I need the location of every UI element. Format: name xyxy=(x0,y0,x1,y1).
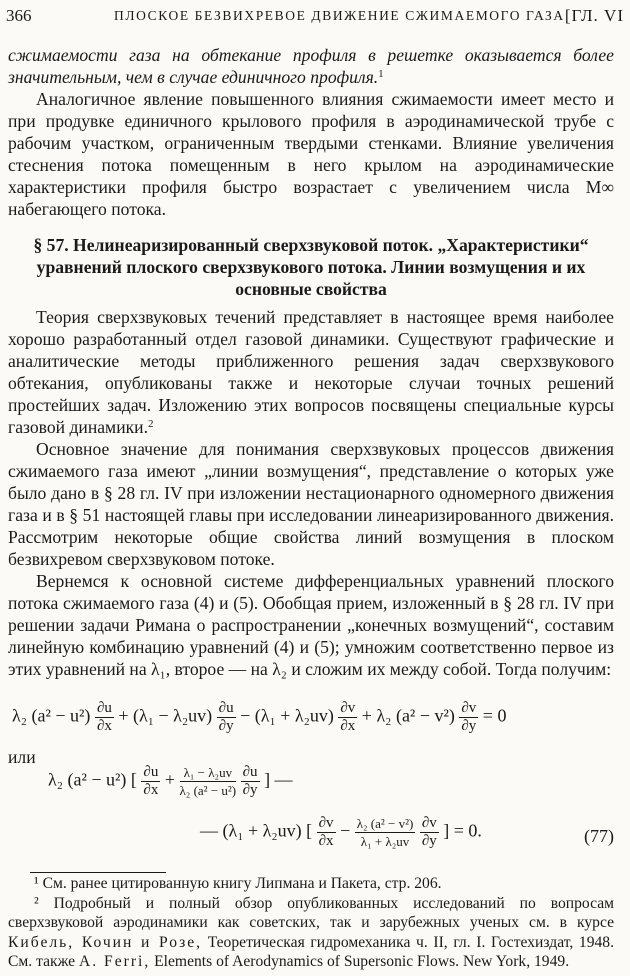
fraction: $\frac{\partial u}{\partial y}$ xyxy=(218,700,234,734)
footnote-2: ² Подробный и полный обзор опубликованных исследований по вопросам сверхзвуковой аэродинамики как советских, так и зарубежных ученых см. в курсе Кибель, Кочин и Розе, Теоретическая гидромеханика ч. II, гл. I. Гостехиздат, 1948. См. также A. Ferri, Elements of Aerodynamics of Supersonic Flows. New York, 1949. xyxy=(8,894,614,971)
or-text: или xyxy=(8,747,36,767)
fraction: $\frac{\partial u}{\partial x}$ xyxy=(143,764,159,798)
equation-77-line-2: — (λ₁ + λ₂uv) [ $\frac{\partial v}{\partial x}$ − $\frac{\text{λ₂ (a² − v²)}}{\text{λ₁ + λ₂uv}}$ $\frac{\partial v}{\partial y}$ ] = 0. xyxy=(200,815,482,849)
chapter-label: [ГЛ. VI xyxy=(564,6,624,25)
footnote-1: ¹ См. ранее цитированную книгу Липмана и Пакета, стр. 206. xyxy=(34,875,442,892)
intro-continuation: сжимаемости газа на обтекание профиля в решетке оказывается более значительным, чем в случае единичного профиля.$^1$ xyxy=(8,45,614,87)
running-title: ПЛОСКОЕ БЕЗВИХРЕВОЕ ДВИЖЕНИЕ СЖИМАЕМОГО ГАЗА xyxy=(114,8,565,23)
fraction: $\frac{\partial v}{\partial x}$ xyxy=(318,815,334,849)
body-paragraph-3: Вернемся к основной системе дифференциальных уравнений плоского потока сжимаемого газа (4) и (5). Обобщая прием, изложенный в § 28 гл. IV при решении задачи Римана о распространении „конечных возмущений“, составим линейную комбинацию уравнений (4) и (5); умножим соответственно первое из этих уравнений на λ₁, второе — на λ₂ и сложим их между собой. Тогда получим: xyxy=(8,571,614,679)
running-header xyxy=(6,6,624,32)
intro-paragraph: Аналогичное явление повышенного влияния сжимаемости имеет место и при продувке единичного крылового профиля в аэродинамической трубе с рабочим участком, ограниченным твердыми стенками. Влияние увеличения стеснения потока помещенным в него крылом на аэродинамические характеристики профиля быстро возрастает с увеличением числа M∞ набегающего потока. xyxy=(8,89,614,219)
equation-number: (77) xyxy=(584,826,614,846)
equation-1: λ₂ (a² − u²) $\frac{\partial u}{\partial x}$ + (λ₁ − λ₂uv) $\frac{\partial u}{\partial y}$ − (λ₁ + λ₂uv) $\frac{\partial v}{\partial x}$ + λ₂ (a² − v²) $\frac{\partial v}{\partial y}$ = 0 xyxy=(12,700,507,734)
section-heading: § 57. Нелинеаризированный сверхзвуковой поток. „Характеристики“ уравнений плоского сверхзвукового потока. Линии возмущения и их основные свойства xyxy=(33,235,589,299)
fraction: $\frac{\partial u}{\partial y}$ xyxy=(242,764,258,798)
fraction: $\frac{\partial v}{\partial x}$ xyxy=(340,700,356,734)
fraction: $\frac{\text{λ₂ (a² − v²)}}{\text{λ₁ + λ₂uv}}$ xyxy=(356,816,414,849)
body-paragraph-2: Основное значение для понимания сверхзвуковых процессов движения сжимаемого газа имеют „линии возмущения“, представление о которых уже было дано в § 28 гл. IV при изложении нестационарного одномерного движения газа и в § 51 настоящей главы при исследовании линеаризированного движения. Рассмотрим некоторые общие свойства линий возмущения в плоском безвихревом сверхзвуковом потоке. xyxy=(8,439,614,569)
body-paragraph-1: Теория сверхзвуковых течений представляет в настоящее время наиболее хорошо разработанный отдел газовой динамики. Существуют графические и аналитические методы приближенного решения задач сверхзвукового обтекания, опубликованы также и некоторые случаи точных решений простейших задач. Изложению этих вопросов посвящены специальные курсы газовой динамики.$^2$ xyxy=(8,307,614,437)
footnote-ref-1[interactable]: 1 xyxy=(378,68,384,80)
fraction: $\frac{\partial u}{\partial x}$ xyxy=(96,700,112,734)
fraction: $\frac{\partial v}{\partial y}$ xyxy=(421,815,437,849)
page-number: 366 xyxy=(6,6,32,25)
section-body xyxy=(8,306,614,680)
footnotes xyxy=(8,872,614,972)
equation-77-line-1: λ₂ (a² − u²) [ $\frac{\partial u}{\partial x}$ + $\frac{\text{λ₁ − λ₂uv}}{\text{λ₂ (a² − u²)}}$ $\frac{\partial u}{\partial y}$ ] — xyxy=(48,764,293,798)
fraction: $\frac{\text{λ₁ − λ₂uv}}{\text{λ₂ (a² − u²)}}$ xyxy=(179,765,237,798)
fraction: $\frac{\partial v}{\partial y}$ xyxy=(461,700,477,734)
footnote-ref-2[interactable]: 2 xyxy=(147,418,154,430)
intro-text xyxy=(8,44,614,220)
